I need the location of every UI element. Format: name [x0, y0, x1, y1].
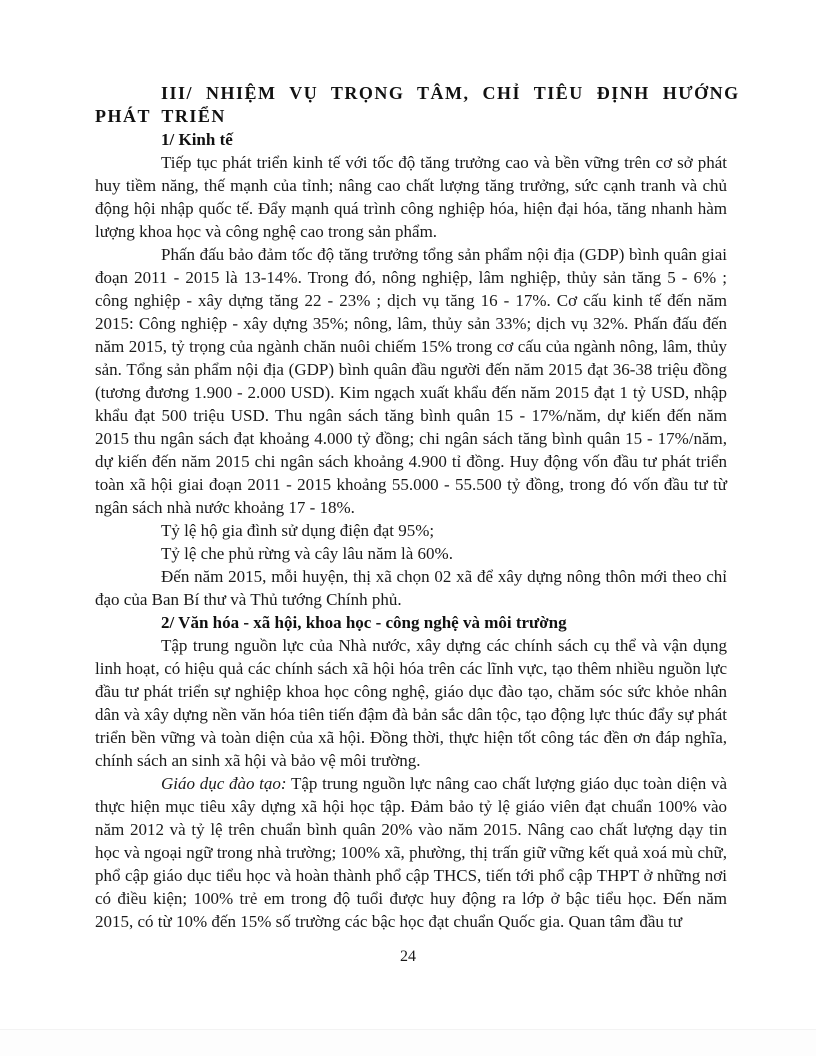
electricity-rate-line: Tỷ lệ hộ gia đình sử dụng điện đạt 95%;	[161, 521, 435, 540]
economy-targets-paragraph: Phấn đấu bảo đảm tốc độ tăng trưởng tổng sản phẩm nội địa (GDP) bình quân giai đoạn 2011 - 2015 là 13-14%. Trong đó, nông nghiệp, lâm nghiệp, thủy sản tăng 5 - 6% ; công nghiệp - xây dựng tăng 22 - 23% ; dịch vụ tăng 16 - 17%. Cơ cấu kinh tế đến năm 2015: Công nghiệp - xây dựng 35%; nông, lâm, thủy sản 33%; dịch vụ 32%. Phấn đấu đến năm 2015, tỷ trọng của ngành chăn nuôi chiếm 15% trong cơ cấu của ngành nông, lâm, thủy sản. Tổng sản phẩm nội địa (GDP) bình quân đầu người đến năm 2015 đạt 36-38 triệu đồng (tương đương 1.900 - 2.000 USD). Kim ngạch xuất khẩu đến năm 2015 đạt 1 tỷ USD, nhập khẩu đạt 500 triệu USD. Thu ngân sách tăng bình quân 15 - 17%/năm, dự kiến đến năm 2015 thu ngân sách đạt khoảng 4.000 tỷ đồng; chi ngân sách tăng bình quân 15 - 17%/năm, dự kiến đến năm 2015 chi ngân sách khoảng 4.900 tỉ đồng. Huy động vốn đầu tư phát triển toàn xã hội giai đoạn 2011 - 2015 khoảng 55.000 - 55.500 tỷ đồng, trong đó vốn đầu tư từ ngân sách nhà nước khoảng 17 - 18%.	[95, 245, 727, 517]
economy-growth-paragraph: Tiếp tục phát triển kinh tế với tốc độ tăng trưởng cao và bền vững trên cơ sở phát huy tiềm năng, thế mạnh của tỉnh; nâng cao chất lượng tăng trưởng, sức cạnh tranh và chủ động hội nhập quốc tế. Đẩy mạnh quá trình công nghiệp hóa, hiện đại hóa, tăng nhanh hàm lượng khoa học và công nghệ cao trong sản phẩm.	[95, 153, 727, 241]
scan-bottom-edge	[0, 1029, 816, 1056]
education-paragraph	[95, 772, 727, 933]
forest-cover-line: Tỷ lệ che phủ rừng và cây lâu năm là 60%.	[161, 544, 453, 563]
section-1-economy-title: 1/ Kinh tế	[161, 130, 233, 149]
heading-line-2: PHÁT TRIỂN	[95, 106, 226, 126]
document-body	[95, 82, 740, 933]
page-number: 24	[400, 948, 416, 965]
document-heading	[95, 82, 740, 128]
culture-policy-paragraph: Tập trung nguồn lực của Nhà nước, xây dựng các chính sách cụ thể và vận dụng linh hoạt, có hiệu quả các chính sách xã hội hóa trên các lĩnh vực, tạo thêm nhiều nguồn lực đầu tư phát triển sự nghiệp khoa học công nghệ, giáo dục đào tạo, chăm sóc sức khỏe nhân dân và xây dựng nền văn hóa tiên tiến đậm đà bản sắc dân tộc, tạo động lực thúc đẩy sự phát triển bền vững và toàn diện của xã hội. Đồng thời, thực hiện tốt công tác đền ơn đáp nghĩa, chính sách an sinh xã hội và bảo vệ môi trường.	[95, 636, 727, 770]
rural-development-paragraph: Đến năm 2015, mỗi huyện, thị xã chọn 02 xã để xây dựng nông thôn mới theo chỉ đạo của Ban Bí thư và Thủ tướng Chính phủ.	[95, 567, 727, 609]
education-lead-label: Giáo dục đào tạo:	[161, 774, 287, 793]
education-paragraph-text: Tập trung nguồn lực nâng cao chất lượng giáo dục toàn diện và thực hiện mục tiêu xây dựng xã hội học tập. Đảm bảo tỷ lệ giáo viên đạt chuẩn 100% vào năm 2012 và tỷ lệ trên chuẩn bình quân 20% vào năm 2015. Nâng cao chất lượng dạy tin học và ngoại ngữ trong nhà trường; 100% xã, phường, thị trấn giữ vững kết quả xoá mù chữ, phổ cập giáo dục tiểu học và hoàn thành phổ cập THCS, tiến tới phổ cập THPT ở những nơi có điều kiện; 100% trẻ em trong độ tuổi được huy động ra lớp ở bậc tiểu học. Đến năm 2015, có từ 10% đến 15% số trường các bậc học đạt chuẩn Quốc gia. Quan tâm đầu tư	[95, 774, 728, 931]
heading-line-1: III/ NHIỆM VỤ TRỌNG TÂM, CHỈ TIÊU ĐỊNH HƯỚNG	[161, 83, 740, 103]
section-2-culture-title: 2/ Văn hóa - xã hội, khoa học - công nghệ và môi trường	[161, 613, 567, 632]
